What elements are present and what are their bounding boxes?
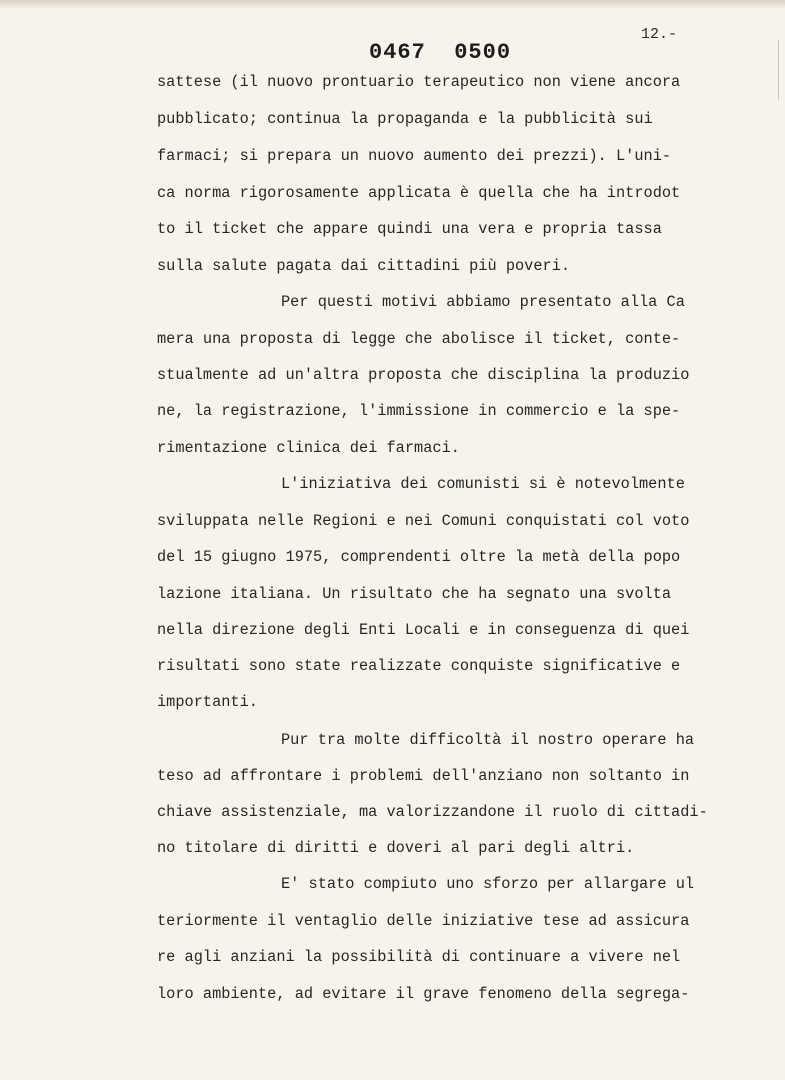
text-line: stualmente ad un'altra proposta che disciplina la produzio [157,366,690,384]
text-line: rimentazione clinica dei farmaci. [157,439,460,457]
text-line: lazione italiana. Un risultato che ha segnato una svolta [157,585,672,603]
text-line: re agli anziani la possibilità di continuare a vivere nel [157,948,681,966]
text-line: Pur tra molte difficoltà il nostro operare ha [281,731,695,749]
page-number: 12.- [641,26,678,43]
text-line: teriormente il ventaglio delle iniziative tese ad assicura [157,912,690,930]
text-line: pubblicato; continua la propaganda e la pubblicità sui [157,110,653,128]
text-line: chiave assistenziale, ma valorizzandone il ruolo di cittadi- [157,803,708,821]
text-line: mera una proposta di legge che abolisce il ticket, conte- [157,330,681,348]
text-line: Per questi motivi abbiamo presentato alla Ca [281,293,685,311]
text-line: nella direzione degli Enti Locali e in conseguenza di quei [157,621,690,639]
text-line: farmaci; si prepara un nuovo aumento dei prezzi). L'uni- [157,147,672,165]
text-line: risultati sono state realizzate conquiste significative e [157,657,681,675]
text-line: ne, la registrazione, l'immissione in commercio e la spe- [157,402,681,420]
text-line: E' stato compiuto uno sforzo per allargare ul [281,875,695,893]
text-line: importanti. [157,693,258,711]
text-line: ca norma rigorosamente applicata è quella che ha introdot [157,184,681,202]
text-line: to il ticket che appare quindi una vera e propria tassa [157,220,662,238]
text-line: sattese (il nuovo prontuario terapeutico non viene ancora [157,73,681,91]
text-line: del 15 giugno 1975, comprendenti oltre la metà della popo [157,548,681,566]
text-line: L'iniziativa dei comunisti si è notevolmente [281,475,685,493]
text-line: sviluppata nelle Regioni e nei Comuni conquistati col voto [157,512,690,530]
text-line: no titolare di diritti e doveri al pari degli altri. [157,839,635,857]
text-line: loro ambiente, ad evitare il grave fenomeno della segrega- [157,985,690,1003]
text-line: sulla salute pagata dai cittadini più poveri. [157,257,571,275]
document-code: 0467 0500 [369,40,512,65]
text-line: teso ad affrontare i problemi dell'anziano non soltanto in [157,767,690,785]
